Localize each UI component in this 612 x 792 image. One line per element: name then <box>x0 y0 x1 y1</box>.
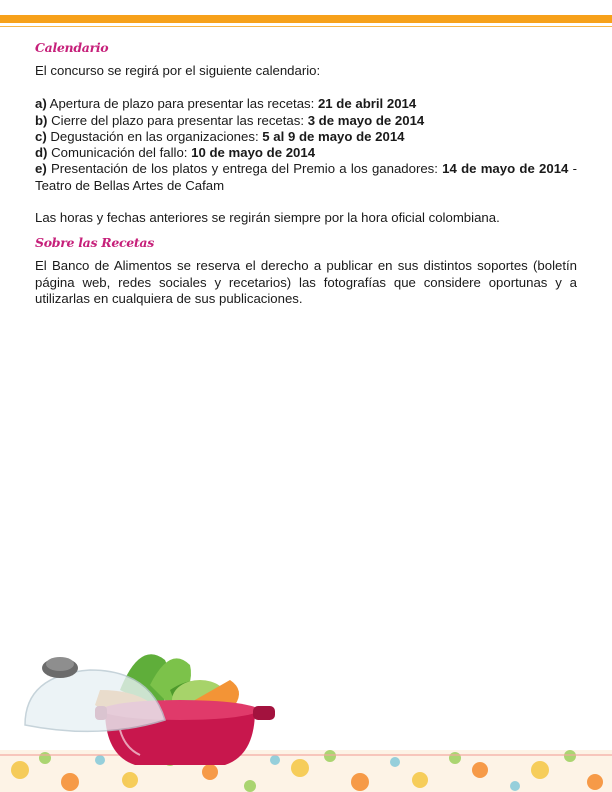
item-text: Comunicación del fallo: <box>51 145 192 161</box>
recipes-body: El Banco de Alimentos se reserva el derecho a publicar en sus distintos soportes (boletín página web, redes sociales y recetarios) las fotografías que considere oportunas y a utilizarlas en cualquiera de sus publicaciones. <box>35 258 577 306</box>
item-suffix: - Teatro de Bellas Artes de Cafam <box>35 161 578 193</box>
item-label: e) <box>35 161 47 177</box>
calendar-item <box>35 129 577 145</box>
calendar-item <box>35 113 577 129</box>
header-orange-bar <box>0 15 612 23</box>
item-date: 10 de mayo de 2014 <box>191 145 316 161</box>
item-date: 21 de abril 2014 <box>317 96 417 112</box>
calendar-item <box>35 96 577 112</box>
item-label: d) <box>35 145 48 161</box>
section-title-recetas: Sobre las Recetas <box>35 235 154 251</box>
header-orange-rule <box>0 26 612 27</box>
item-text: Apertura de plazo para presentar las recetas: <box>49 96 318 112</box>
item-text: Presentación de los platos y entrega del Premio a los ganadores: <box>50 161 443 177</box>
section-title-calendario: Calendario <box>35 40 109 55</box>
footer-illustration <box>0 630 612 792</box>
item-text: Degustación en las organizaciones: <box>50 128 263 144</box>
item-date: 14 de mayo de 2014 <box>442 161 569 177</box>
cooking-pot-icon <box>25 654 275 765</box>
item-label: a) <box>35 96 47 112</box>
floral-pattern-border <box>0 750 612 792</box>
item-label: c) <box>35 128 47 144</box>
page-content <box>35 40 577 307</box>
item-label: b) <box>35 112 48 128</box>
calendar-list <box>35 96 577 194</box>
calendar-item <box>35 145 577 161</box>
calendar-item <box>35 161 577 194</box>
calendar-intro: El concurso se regirá por el siguiente calendario: <box>35 63 321 78</box>
calendar-note: Las horas y fechas anteriores se regirán siempre por la hora oficial colombiana. <box>35 210 500 226</box>
item-date: 3 de mayo de 2014 <box>307 112 425 128</box>
item-text: Cierre del plazo para presentar las recetas: <box>51 112 308 128</box>
item-date: 5 al 9 de mayo de 2014 <box>262 128 405 144</box>
